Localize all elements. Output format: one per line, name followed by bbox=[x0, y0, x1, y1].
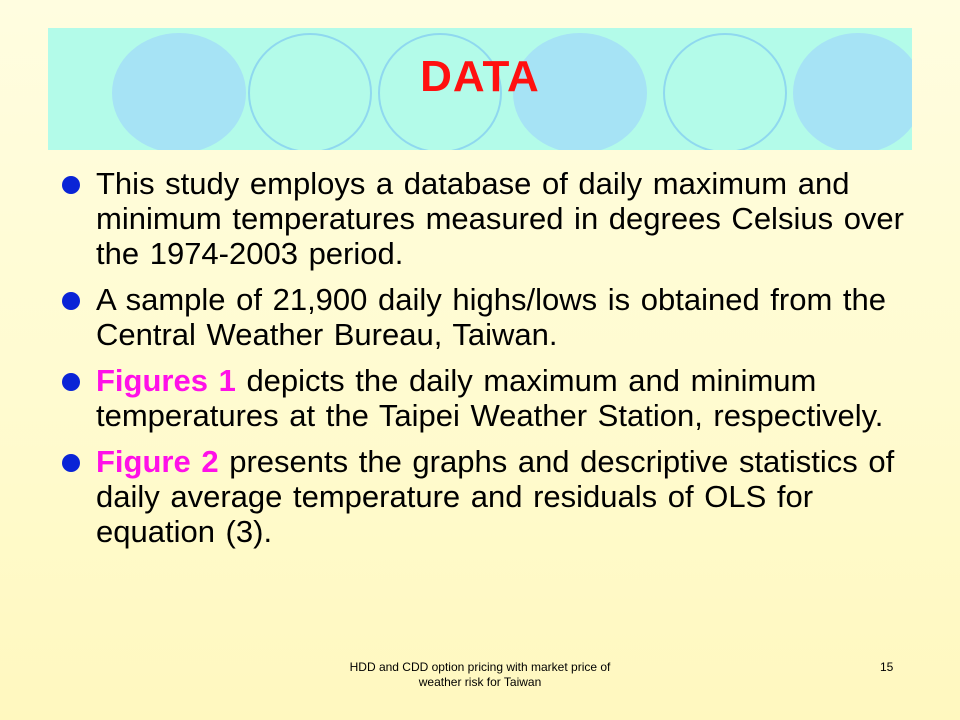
slide-title: DATA bbox=[420, 52, 540, 101]
bullet-item bbox=[60, 444, 920, 549]
figure-reference: Figures 1 bbox=[96, 363, 236, 398]
bullet-dot-icon bbox=[62, 454, 80, 472]
bullet-item bbox=[60, 166, 920, 271]
bullet-item bbox=[60, 363, 920, 433]
bullet-dot-icon bbox=[62, 176, 80, 194]
page-number: 15 bbox=[880, 660, 894, 674]
bullet-dot-icon bbox=[62, 292, 80, 310]
bullet-list bbox=[60, 166, 920, 560]
figure-reference: Figure 2 bbox=[96, 444, 219, 479]
bullet-text: depicts the daily maximum and minimum temperatures at the Taipei Weather Station, respectively. bbox=[96, 363, 884, 433]
bullet-text: This study employs a database of daily maximum and minimum temperatures measured in degrees Celsius over the 1974-2003 period. bbox=[96, 166, 904, 271]
bullet-text: A sample of 21,900 daily highs/lows is obtained from the Central Weather Bureau, Taiwan. bbox=[96, 282, 887, 352]
footer-text: HDD and CDD option pricing with market price of weather risk for Taiwan bbox=[349, 660, 611, 689]
bullet-text: presents the graphs and descriptive statistics of daily average temperature and residuals of OLS for equation (3). bbox=[96, 444, 895, 549]
bullet-item bbox=[60, 282, 920, 352]
bullet-dot-icon bbox=[62, 373, 80, 391]
